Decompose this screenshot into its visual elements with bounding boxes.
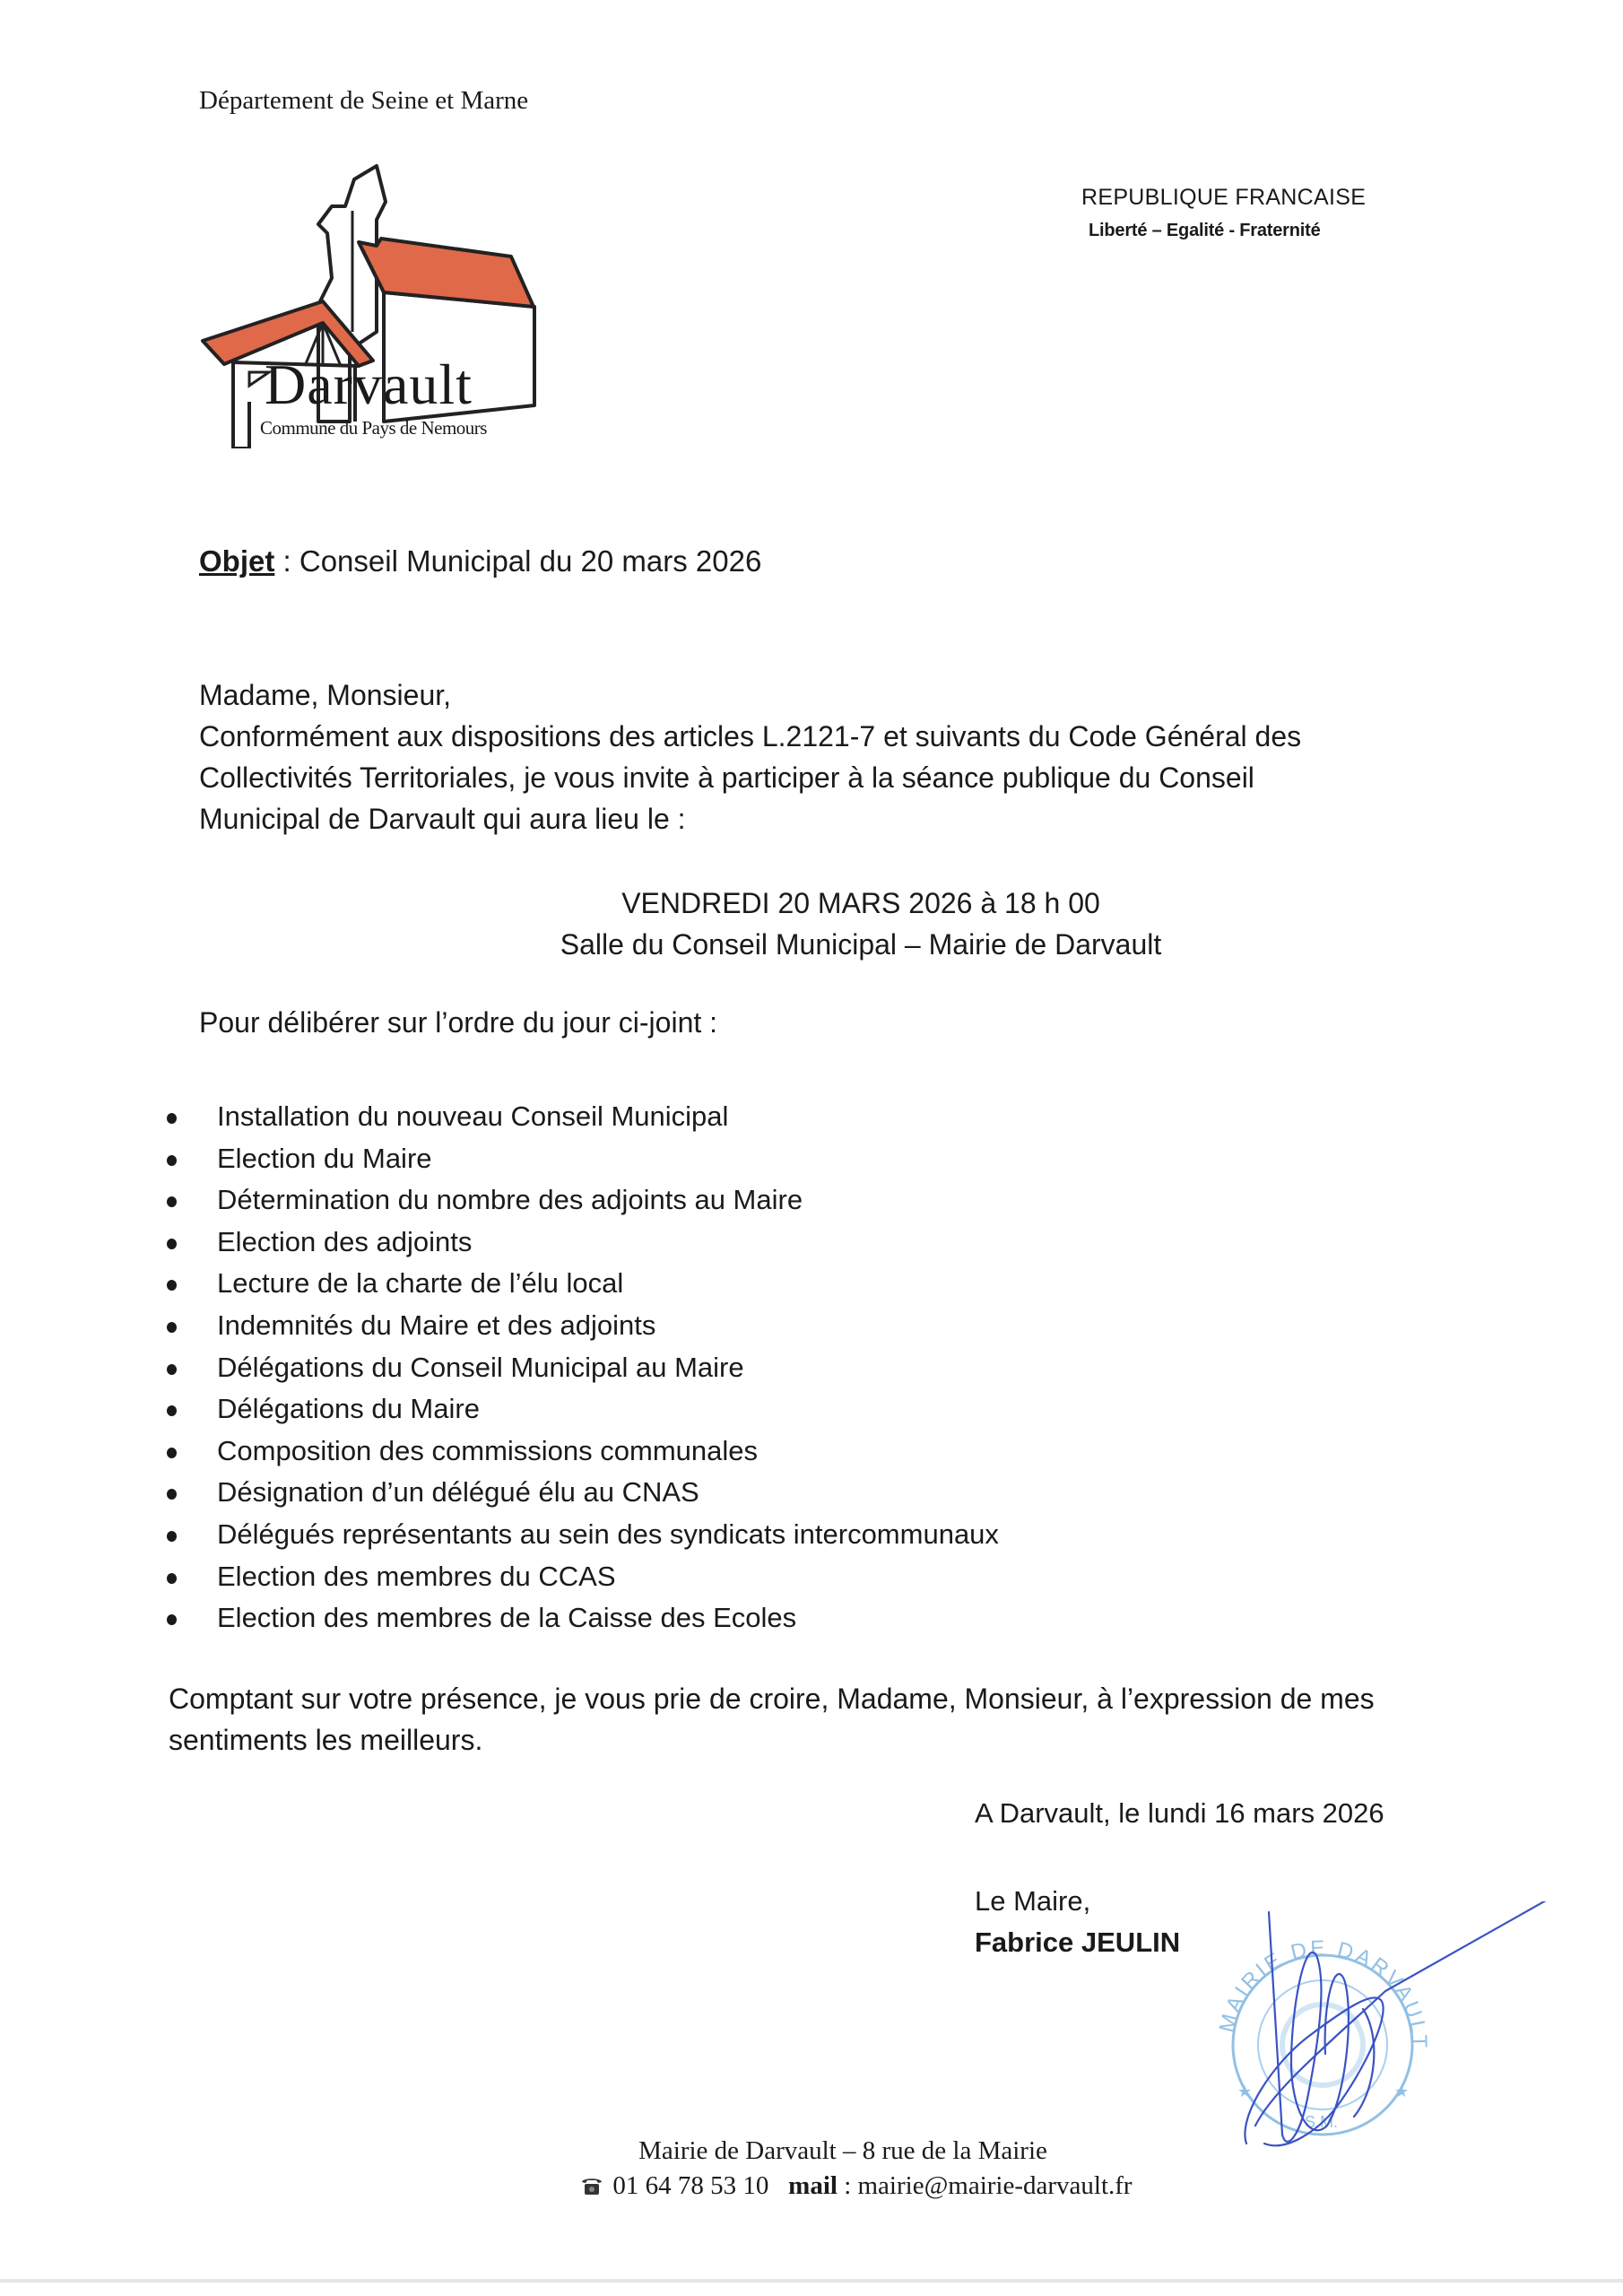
salutation: Madame, Monsieur,: [199, 679, 452, 711]
bullet-icon: [167, 1322, 177, 1333]
republic-heading: REPUBLIQUE FRANCAISE: [1081, 185, 1367, 210]
stamp-bottom-text: S.M.: [1305, 2113, 1339, 2131]
bullet-icon: [167, 1364, 177, 1375]
meeting-location: Salle du Conseil Municipal – Mairie de Darvault: [560, 928, 1162, 961]
official-stamp-signature-icon: [1202, 1901, 1578, 2161]
meeting-datetime: VENDREDI 20 MARS 2026 à 18 h 00: [621, 887, 1100, 919]
mail-label: mail: [788, 2171, 838, 2200]
meeting-details: [0, 883, 1623, 965]
agenda-item: Délégués représentants au sein des syndicats intercommunaux: [167, 1514, 999, 1556]
signatory-name: Fabrice JEULIN: [975, 1926, 1181, 1958]
bullet-icon: [167, 1405, 177, 1416]
svg-text:★: ★: [1394, 2083, 1410, 2100]
official-stamp: [1215, 1936, 1431, 2135]
agenda-item: Indemnités du Maire et des adjoints: [167, 1305, 999, 1347]
bullet-icon: [167, 1113, 177, 1124]
bullet-icon: [167, 1531, 177, 1542]
agenda-item: Election des membres de la Caisse des Ecoles: [167, 1597, 999, 1639]
agenda-item: Lecture de la charte de l’élu local: [167, 1263, 999, 1305]
signatory-title: Le Maire,: [975, 1885, 1091, 1917]
page-bottom-edge: [0, 2279, 1623, 2283]
footer-contact: [0, 2171, 1623, 2201]
agenda-item: Désignation d’un délégué élu au CNAS: [167, 1472, 999, 1514]
logo-town-name: Darvault: [265, 352, 473, 416]
agenda-item: Election des membres du CCAS: [167, 1556, 999, 1598]
agenda-list: [167, 1096, 999, 1639]
bullet-icon: [167, 1155, 177, 1166]
body-line: Conformément aux dispositions des articles L.2121-7 et suivants du Code Général des: [199, 720, 1302, 752]
letter-body: [199, 674, 1454, 839]
footer-address: Mairie de Darvault – 8 rue de la Mairie: [638, 2136, 1047, 2165]
telephone-icon: [580, 2176, 603, 2196]
closing-line: sentiments les meilleurs.: [169, 1724, 483, 1756]
subject-separator: :: [274, 544, 299, 578]
svg-text:MAIRIE DE DARVAULT: [1215, 1936, 1431, 2051]
agenda-item: Installation du nouveau Conseil Municipal: [167, 1096, 999, 1138]
body-line: Municipal de Darvault qui aura lieu le :: [199, 803, 686, 835]
agenda-item: Détermination du nombre des adjoints au Maire: [167, 1179, 999, 1222]
body-line: Collectivités Territoriales, je vous invite à participer à la séance publique du Conseil: [199, 761, 1254, 794]
closing-line: Comptant sur votre présence, je vous prie de croire, Madame, Monsieur, à l’expression de mes: [169, 1683, 1375, 1715]
handwritten-signature: [1245, 1901, 1560, 2145]
agenda-intro: Pour délibérer sur l’ordre du jour ci-joint :: [199, 1006, 718, 1039]
department-heading: Département de Seine et Marne: [199, 86, 529, 115]
agenda-item: Election du Maire: [167, 1138, 999, 1180]
subject-line: [199, 544, 761, 578]
bullet-icon: [167, 1614, 177, 1625]
bullet-icon: [167, 1489, 177, 1500]
agenda-item: Délégations du Maire: [167, 1388, 999, 1431]
agenda-item: Délégations du Conseil Municipal au Maire: [167, 1347, 999, 1389]
stamp-text: MAIRIE DE DARVAULT: [1214, 1935, 1432, 2051]
svg-text:★: ★: [1237, 2083, 1253, 2100]
agenda-item: Composition des commissions communales: [167, 1431, 999, 1473]
place-and-date: A Darvault, le lundi 16 mars 2026: [975, 1797, 1384, 1829]
phone-number: 01 64 78 53 10: [612, 2171, 769, 2200]
republic-motto: Liberté – Egalité - Fraternité: [1089, 221, 1321, 240]
subject-text: Conseil Municipal du 20 mars 2026: [299, 544, 762, 578]
bullet-icon: [167, 1573, 177, 1584]
closing-paragraph: [169, 1678, 1375, 1761]
subject-label: Objet: [199, 544, 275, 578]
email-link[interactable]: mairie@mairie-darvault.fr: [857, 2171, 1133, 2200]
mail-separator: :: [837, 2171, 858, 2200]
bullet-icon: [167, 1239, 177, 1249]
bullet-icon: [167, 1196, 177, 1207]
bullet-icon: [167, 1448, 177, 1458]
agenda-item: Election des adjoints: [167, 1222, 999, 1264]
bullet-icon: [167, 1280, 177, 1291]
logo-subtitle: Commune du Pays de Nemours: [260, 417, 487, 439]
